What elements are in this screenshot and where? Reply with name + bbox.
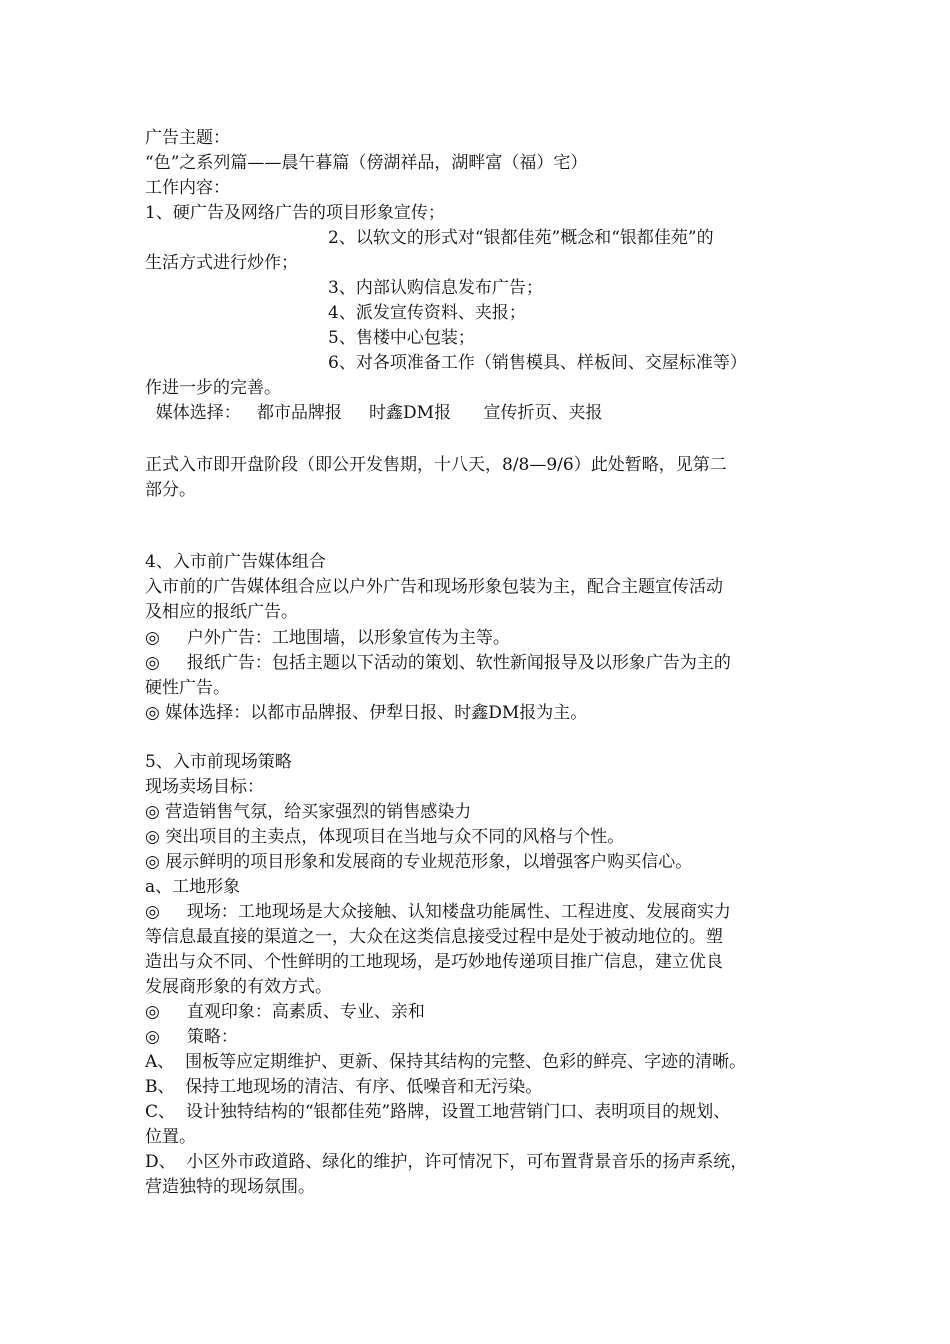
- strategy-item-c: C、 设计独特结构的“银都佳苑”路牌，设置工地营销门口、表明项目的规划、: [145, 1102, 731, 1122]
- section-4-bullet-newspaper-cont: 硬性广告。: [145, 678, 230, 698]
- site-paragraph-line-3: 造出与众不同、个性鲜明的工地现场，是巧妙地传递项目推广信息，建立优良: [145, 952, 723, 972]
- section-4-bullet-outdoor: ◎ 户外广告：工地围墙，以形象宣传为主等。: [145, 628, 510, 648]
- work-item-2-cont: 生活方式进行炒作；: [145, 253, 298, 273]
- strategy-item-d-cont: 营造独特的现场氛围。: [145, 1177, 315, 1197]
- official-launch-line-2: 部分。: [145, 480, 196, 500]
- section-4-bullet-newspaper: ◎ 报纸广告：包括主题以下活动的策划、软性新闻报导及以形象广告为主的: [145, 653, 731, 673]
- site-paragraph-line-2: 等信息最直接的渠道之一，大众在这类信息接受过程中是处于被动地位的。塑: [145, 927, 723, 947]
- site-impression: ◎ 直观印象：高素质、专业、亲和: [145, 1002, 425, 1022]
- site-paragraph-line-1: ◎ 现场：工地现场是大众接触、认知楼盘功能属性、工程进度、发展商实力: [145, 902, 731, 922]
- strategy-item-a: A、 围板等应定期维护、更新、保持其结构的完整、色彩的鲜亮、字迹的清晰。: [145, 1052, 747, 1072]
- section-5-goal-3: ◎ 展示鲜明的项目形象和发展商的专业规范形象，以增强客户购买信心。: [145, 852, 693, 872]
- work-item-2: 2、以软文的形式对“银都佳苑”概念和“银都佳苑”的: [328, 228, 714, 248]
- theme-text: “色”之系列篇——晨午暮篇（傍湖祥品，湖畔富（福）宅）: [145, 153, 588, 173]
- strategy-item-d: D、 小区外市政道路、绿化的维护，许可情况下，可布置背景音乐的扬声系统，: [145, 1152, 748, 1172]
- work-item-5: 5、售楼中心包装；: [328, 328, 475, 348]
- section-5-goal-label: 现场卖场目标：: [145, 777, 264, 797]
- section-4-bullet-media: ◎ 媒体选择：以都市品牌报、伊犁日报、时鑫DM报为主。: [145, 703, 588, 723]
- work-item-6: 6、对各项准备工作（销售模具、样板间、交屋标准等）: [328, 353, 747, 373]
- work-item-4: 4、派发宣传资料、夹报；: [328, 303, 526, 323]
- site-image-title: a、工地形象: [145, 877, 241, 897]
- work-item-3: 3、内部认购信息发布广告；: [328, 278, 543, 298]
- section-5-goal-1: ◎ 营造销售气氛，给买家强烈的销售感染力: [145, 802, 472, 822]
- work-label: 工作内容：: [145, 178, 230, 198]
- official-launch-line-1: 正式入市即开盘阶段（即公开发售期，十八天，8/8—9/6）此处暂略，见第二: [145, 455, 727, 475]
- section-5-goal-2: ◎ 突出项目的主卖点，体现项目在当地与众不同的风格与个性。: [145, 827, 625, 847]
- section-4-para-line-2: 及相应的报纸广告。: [145, 602, 298, 622]
- section-5-title: 5、入市前现场策略: [145, 752, 292, 772]
- strategy-item-b: B、 保持工地现场的清洁、有序、低噪音和无污染。: [145, 1077, 543, 1097]
- media-choice: 媒体选择： 都市品牌报 时鑫DM报 宣传折页、夹报: [145, 403, 603, 423]
- strategy-item-c-cont: 位置。: [145, 1127, 196, 1147]
- work-item-1: 1、硬广告及网络广告的项目形象宣传；: [145, 203, 445, 223]
- section-4-para-line-1: 入市前的广告媒体组合应以户外广告和现场形象包装为主，配合主题宣传活动: [145, 577, 723, 597]
- site-paragraph-line-4: 发展商形象的有效方式。: [145, 977, 332, 997]
- section-4-title: 4、入市前广告媒体组合: [145, 552, 326, 572]
- work-item-6-cont: 作进一步的完善。: [145, 378, 281, 398]
- theme-label: 广告主题：: [145, 128, 230, 148]
- site-strategy-label: ◎ 策略：: [145, 1027, 238, 1047]
